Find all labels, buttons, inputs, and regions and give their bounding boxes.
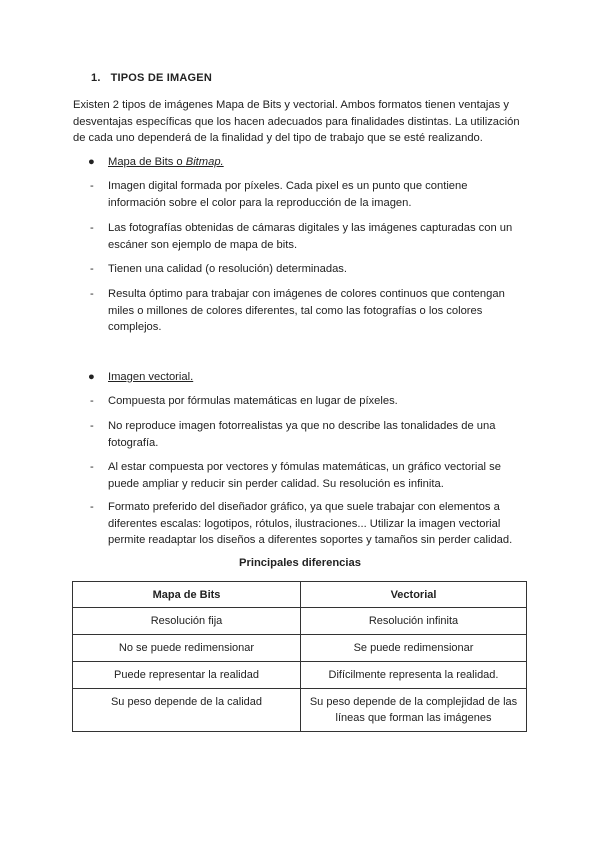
table-cell: Puede representar la realidad <box>73 662 301 689</box>
table-row <box>73 689 527 732</box>
table-row <box>73 662 527 689</box>
dash-marker: - <box>90 222 94 234</box>
dash-marker: - <box>90 395 94 407</box>
bitmap-title-text: Mapa de Bits o <box>108 156 186 168</box>
bitmap-point-text: Tienen una calidad (o resolución) determinadas. <box>108 263 348 275</box>
table-caption: Principales diferencias <box>239 557 361 569</box>
section-heading <box>91 72 212 84</box>
section-number: 1. <box>91 72 101 84</box>
section-title: TIPOS DE IMAGEN <box>110 72 212 84</box>
vector-point-text: Formato preferido del diseñador gráfico, ya que suele trabajar con elementos a diferentes escalas: logotipos, rótulos, ilustraciones... Utilizar la imagen vectorial permite readaptar los diseños a diferentes soportes y tamaños sin perder calidad. <box>108 501 513 546</box>
table-cell: Resolución infinita <box>301 608 527 635</box>
table-cell: Su peso depende de la calidad <box>73 689 301 732</box>
dash-marker: - <box>90 263 94 275</box>
dash-marker: - <box>90 420 94 432</box>
table-header-cell: Vectorial <box>301 582 527 608</box>
intro-paragraph: Existen 2 tipos de imágenes Mapa de Bits y vectorial. Ambos formatos tienen ventajas y desventajas específicas que los hacen adecuados para finalidades distintas. La utilización de cada uno dependerá de la finalidad y del tipo de trabajo que se esté realizando. <box>73 99 520 144</box>
table-cell: Su peso depende de la complejidad de las líneas que forman las imágenes <box>301 689 527 732</box>
dash-marker: - <box>90 501 94 513</box>
dash-marker: - <box>90 288 94 300</box>
table-row <box>73 635 527 662</box>
vector-point-text: No reproduce imagen fotorrealistas ya que no describe las tonalidades de una fotografía. <box>108 420 496 449</box>
bitmap-title <box>108 154 224 170</box>
vector-point-text: Al estar compuesta por vectores y fómulas matemáticas, un gráfico vectorial se puede ampliar y reducir sin perder calidad. Su resolución es infinita. <box>108 461 501 490</box>
table-cell: Se puede redimensionar <box>301 635 527 662</box>
bitmap-point-text: Las fotografías obtenidas de cámaras digitales y las imágenes capturadas con un escáner son ejemplo de mapa de bits. <box>108 222 513 251</box>
dash-marker: - <box>90 461 94 473</box>
table-cell: Resolución fija <box>73 608 301 635</box>
vector-title: Imagen vectorial. <box>108 371 194 383</box>
bullet-icon: ● <box>88 371 95 383</box>
differences-table <box>72 581 527 732</box>
bitmap-point-text: Resulta óptimo para trabajar con imágenes de colores continuos que contengan miles o millones de colores diferentes, tal como las fotografías o los colores complejos. <box>108 288 505 333</box>
table-header-cell: Mapa de Bits <box>73 582 301 608</box>
table-row <box>73 608 527 635</box>
bitmap-title-italic: Bitmap. <box>185 156 224 168</box>
table-cell: Difícilmente representa la realidad. <box>301 662 527 689</box>
table-cell: No se puede redimensionar <box>73 635 301 662</box>
bitmap-point-text: Imagen digital formada por píxeles. Cada pixel es un punto que contiene información sobre el color para la reproducción de la imagen. <box>108 180 468 209</box>
bullet-icon: ● <box>88 156 95 168</box>
table-header-row <box>73 582 527 608</box>
vector-point-text: Compuesta por fórmulas matemáticas en lugar de píxeles. <box>108 395 398 407</box>
dash-marker: - <box>90 180 94 192</box>
